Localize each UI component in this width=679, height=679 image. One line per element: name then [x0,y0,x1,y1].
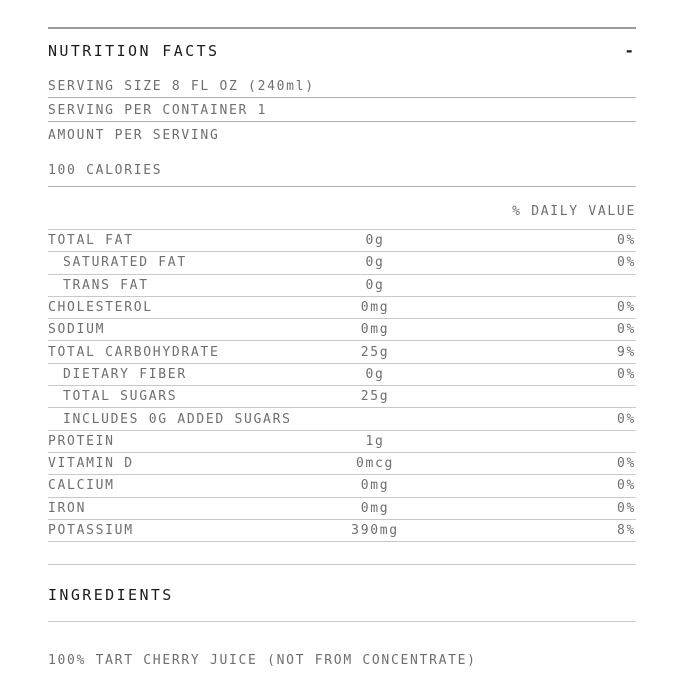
nutrient-amount: 0mg [360,478,390,494]
daily-value-header: % DAILY VALUE [512,204,636,219]
nutrient-amount: 1g [365,433,385,449]
nutrient-row [48,364,636,386]
nutrient-daily-value: 0% [616,478,636,494]
nutrient-name: CALCIUM [48,478,115,494]
nutrient-name: TOTAL CARBOHYDRATE [48,344,220,360]
nutrient-daily-value: 0% [616,300,636,316]
nutrient-daily-value: 0% [616,366,636,382]
nutrient-row [48,275,636,297]
servings-per-container-row: SERVING PER CONTAINER 1 [48,98,636,122]
nutrient-amount: 0mg [360,300,390,316]
nutrient-name: PROTEIN [48,433,115,449]
ingredients-text: 100% TART CHERRY JUICE (NOT FROM CONCENTRATE) [48,653,477,669]
nutrient-amount: 0g [365,233,385,249]
nutrient-row [48,297,636,319]
nutrient-daily-value: 0% [616,322,636,338]
nutrient-name: POTASSIUM [48,523,134,538]
amount-per-serving-label: AMOUNT PER SERVING [48,128,220,143]
ingredients-divider [48,621,636,622]
nutrient-daily-value: 0% [616,456,636,472]
nutrient-name: IRON [48,500,87,516]
nutrient-name: INCLUDES 0G ADDED SUGARS [63,411,292,427]
nutrient-amount: 0mg [360,500,390,516]
nutrient-amount: 0g [365,255,385,271]
nutrient-name: CHOLESTEROL [48,300,153,316]
nutrient-row [48,431,636,453]
nutrient-row [48,453,636,475]
serving-size-row: SERVING SIZE 8 FL OZ (240ml) [48,74,636,98]
nutrient-row [48,498,636,520]
calories-row: 100 CALORIES [48,159,636,187]
nutrient-table [48,229,636,542]
nutrient-name: TRANS FAT [63,277,149,293]
nutrient-amount: 0g [365,366,385,382]
nutrient-amount: 25g [360,389,390,405]
nutrient-row [48,252,636,274]
ingredients-title: INGREDIENTS [48,586,174,605]
nutrient-row [48,319,636,341]
nutrient-row [48,520,636,542]
nutrient-row [48,386,636,408]
nutrition-facts-title: NUTRITION FACTS [48,42,220,60]
nutrient-daily-value: 0% [616,233,636,249]
nutrient-amount: 0g [365,277,385,293]
nutrient-amount: 390mg [351,523,399,538]
nutrient-row [48,475,636,497]
nutrient-amount: 0mcg [355,456,395,472]
nutrient-daily-value: 9% [616,344,636,360]
nutrient-daily-value: 0% [616,255,636,271]
nutrient-name: DIETARY FIBER [63,366,187,382]
nutrient-row [48,230,636,252]
nutrient-row [48,341,636,363]
nutrient-name: SODIUM [48,322,106,338]
nutrient-name: TOTAL FAT [48,233,134,249]
nutrient-daily-value: 0% [616,500,636,516]
nutrition-section-header [48,29,636,74]
nutrient-name: VITAMIN D [48,456,134,472]
nutrient-daily-value: 0% [616,411,636,427]
nutrient-amount: 0mg [360,322,390,338]
nutrition-facts-panel [0,27,679,679]
nutrient-name: SATURATED FAT [63,255,187,271]
nutrient-amount: 25g [360,344,390,360]
nutrient-name: TOTAL SUGARS [63,389,178,405]
collapse-section-button[interactable]: - [624,41,634,60]
nutrient-row [48,408,636,430]
nutrient-daily-value: 8% [616,523,636,538]
